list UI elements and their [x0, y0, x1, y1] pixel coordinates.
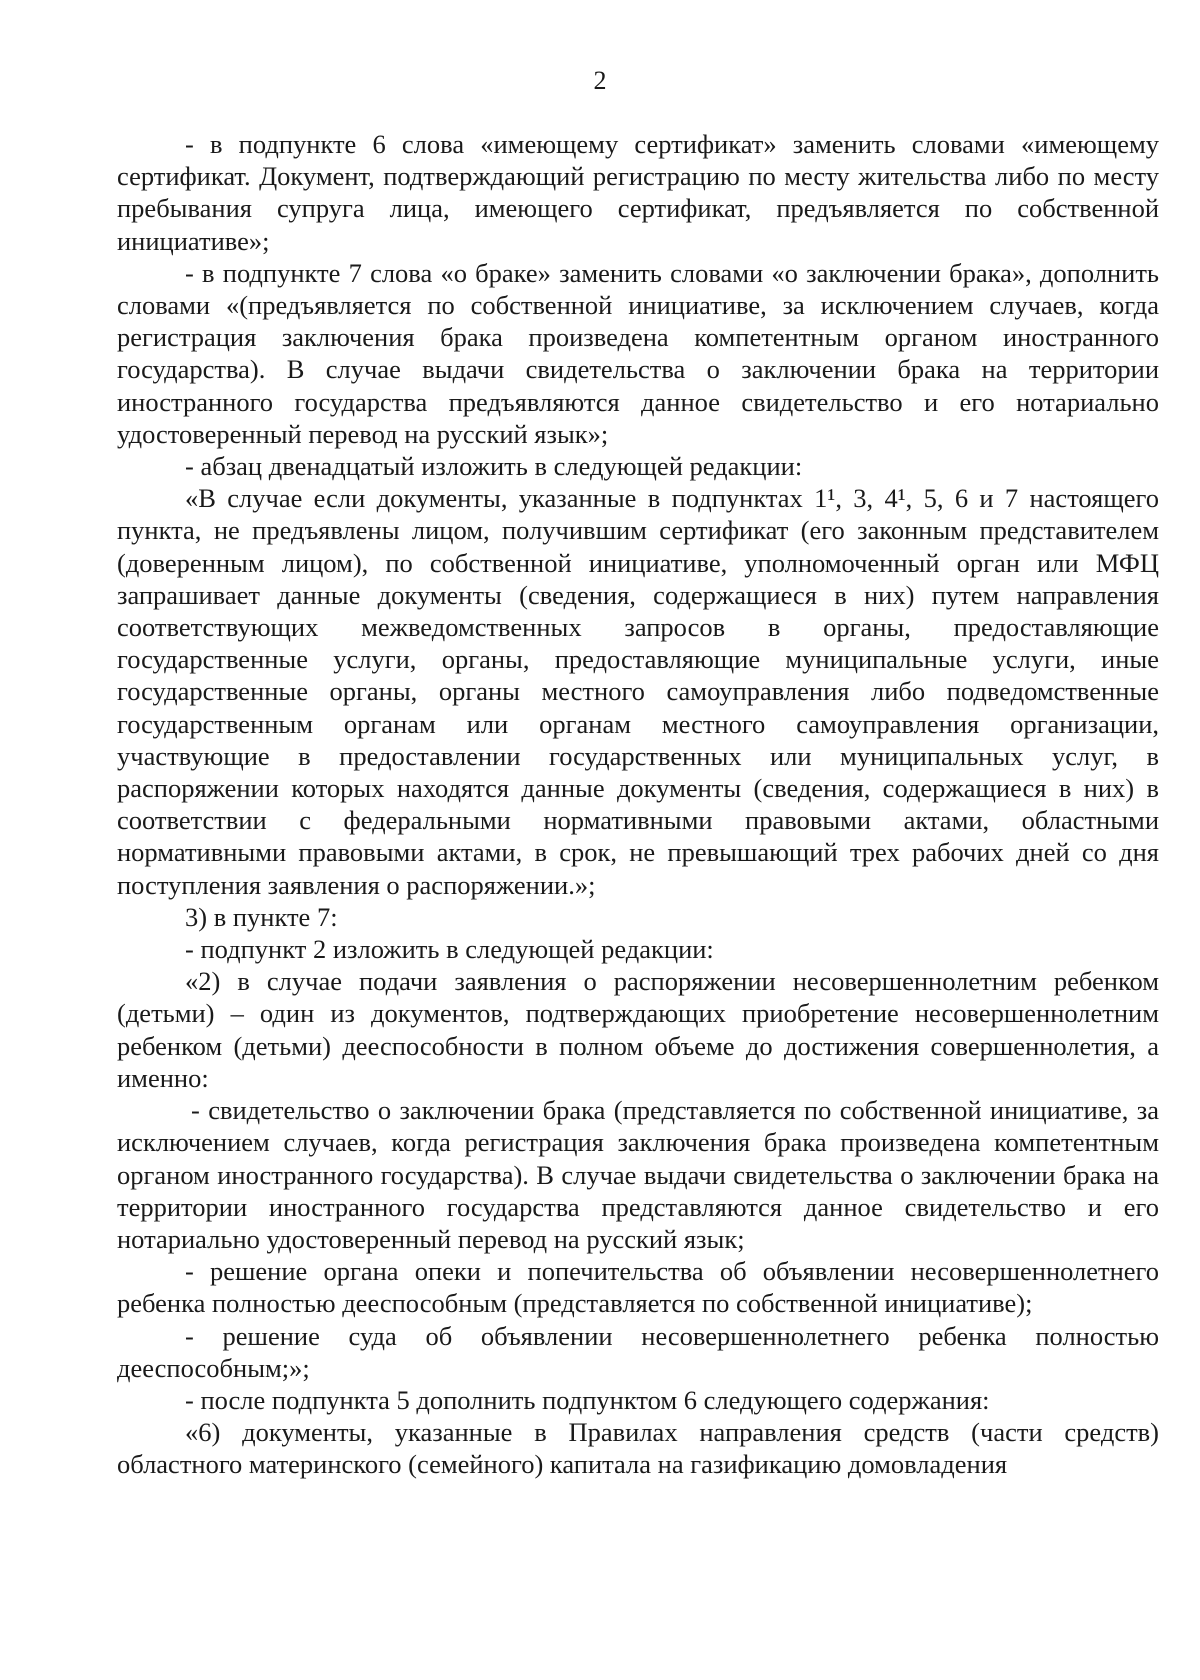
paragraph-8: - свидетельство о заключении брака (представляется по собственной инициативе, за исключением случаев, когда регистрация заключения брака произведена компетентным органом иностранного государства). В случае выдачи свидетельства о заключении брака на территории иностранного государства представляются данное свидетельство и его нотариально удостоверенный перевод на русский язык;: [117, 1095, 1159, 1254]
paragraph-4: «В случае если документы, указанные в подпунктах 1¹, 3, 4¹, 5, 6 и 7 настоящего пункта, не предъявлены лицом, получившим сертификат (его законным представителем (доверенным лицом), по собственной инициативе, уполномоченный орган или МФЦ запрашивает данные документы (сведения, содержащиеся в них) путем направления соответствующих межведомственных запросов в органы, предоставляющие государственные услуги, органы, предоставляющие муниципальные услуги, иные государственные органы, органы местного самоуправления либо подведомственные государственным органам или органам местного самоуправления организации, участвующие в предоставлении государственных или муниципальных услуг, в распоряжении которых находятся данные документы (сведения, содержащиеся в них) в соответствии с федеральными нормативными правовыми актами, областными нормативными правовыми актами, в срок, не превышающий трех рабочих дней со дня поступления заявления о распоряжении.»;: [117, 483, 1159, 900]
paragraph-9: - решение органа опеки и попечительства об объявлении несовершеннолетнего ребенка полностью дееспособным (представляется по собственной инициативе);: [117, 1256, 1159, 1319]
paragraph-5: 3) в пункте 7:: [185, 901, 338, 932]
paragraph-7: «2) в случае подачи заявления о распоряжении несовершеннолетним ребенком (детьми) – один из документов, подтверждающих приобретение несовершеннолетним ребенком (детьми) дееспособности в полном объеме до достижения совершеннолетия, а именно:: [117, 966, 1159, 1093]
paragraph-12: «6) документы, указанные в Правилах направления средств (части средств) областного материнского (семейного) капитала на газификацию домовладения: [117, 1417, 1159, 1480]
paragraph-2: - в подпункте 7 слова «о браке» заменить словами «о заключении брака», дополнить словами «(предъявляется по собственной инициативе, за исключением случаев, когда регистрация заключения брака произведена компетентным органом иностранного государства). В случае выдачи свидетельства о заключении брака на территории иностранного государства предъявляются данное свидетельство и его нотариально удостоверенный перевод на русский язык»;: [117, 257, 1159, 449]
page-number: 2: [593, 66, 607, 95]
paragraph-10: - решение суда об объявлении несовершеннолетнего ребенка полностью дееспособным;»;: [117, 1320, 1159, 1383]
document-body: [117, 128, 1159, 1481]
paragraph-6: - подпункт 2 изложить в следующей редакции:: [185, 934, 714, 965]
paragraph-11: - после подпункта 5 дополнить подпунктом 6 следующего содержания:: [185, 1384, 990, 1415]
paragraph-3: - абзац двенадцатый изложить в следующей редакции:: [185, 451, 803, 482]
paragraph-1: - в подпункте 6 слова «имеющему сертификат» заменить словами «имеющему сертификат. Документ, подтверждающий регистрацию по месту жительства либо по месту пребывания супруга лица, имеющего сертификат, предъявляется по собственной инициативе»;: [117, 129, 1159, 256]
